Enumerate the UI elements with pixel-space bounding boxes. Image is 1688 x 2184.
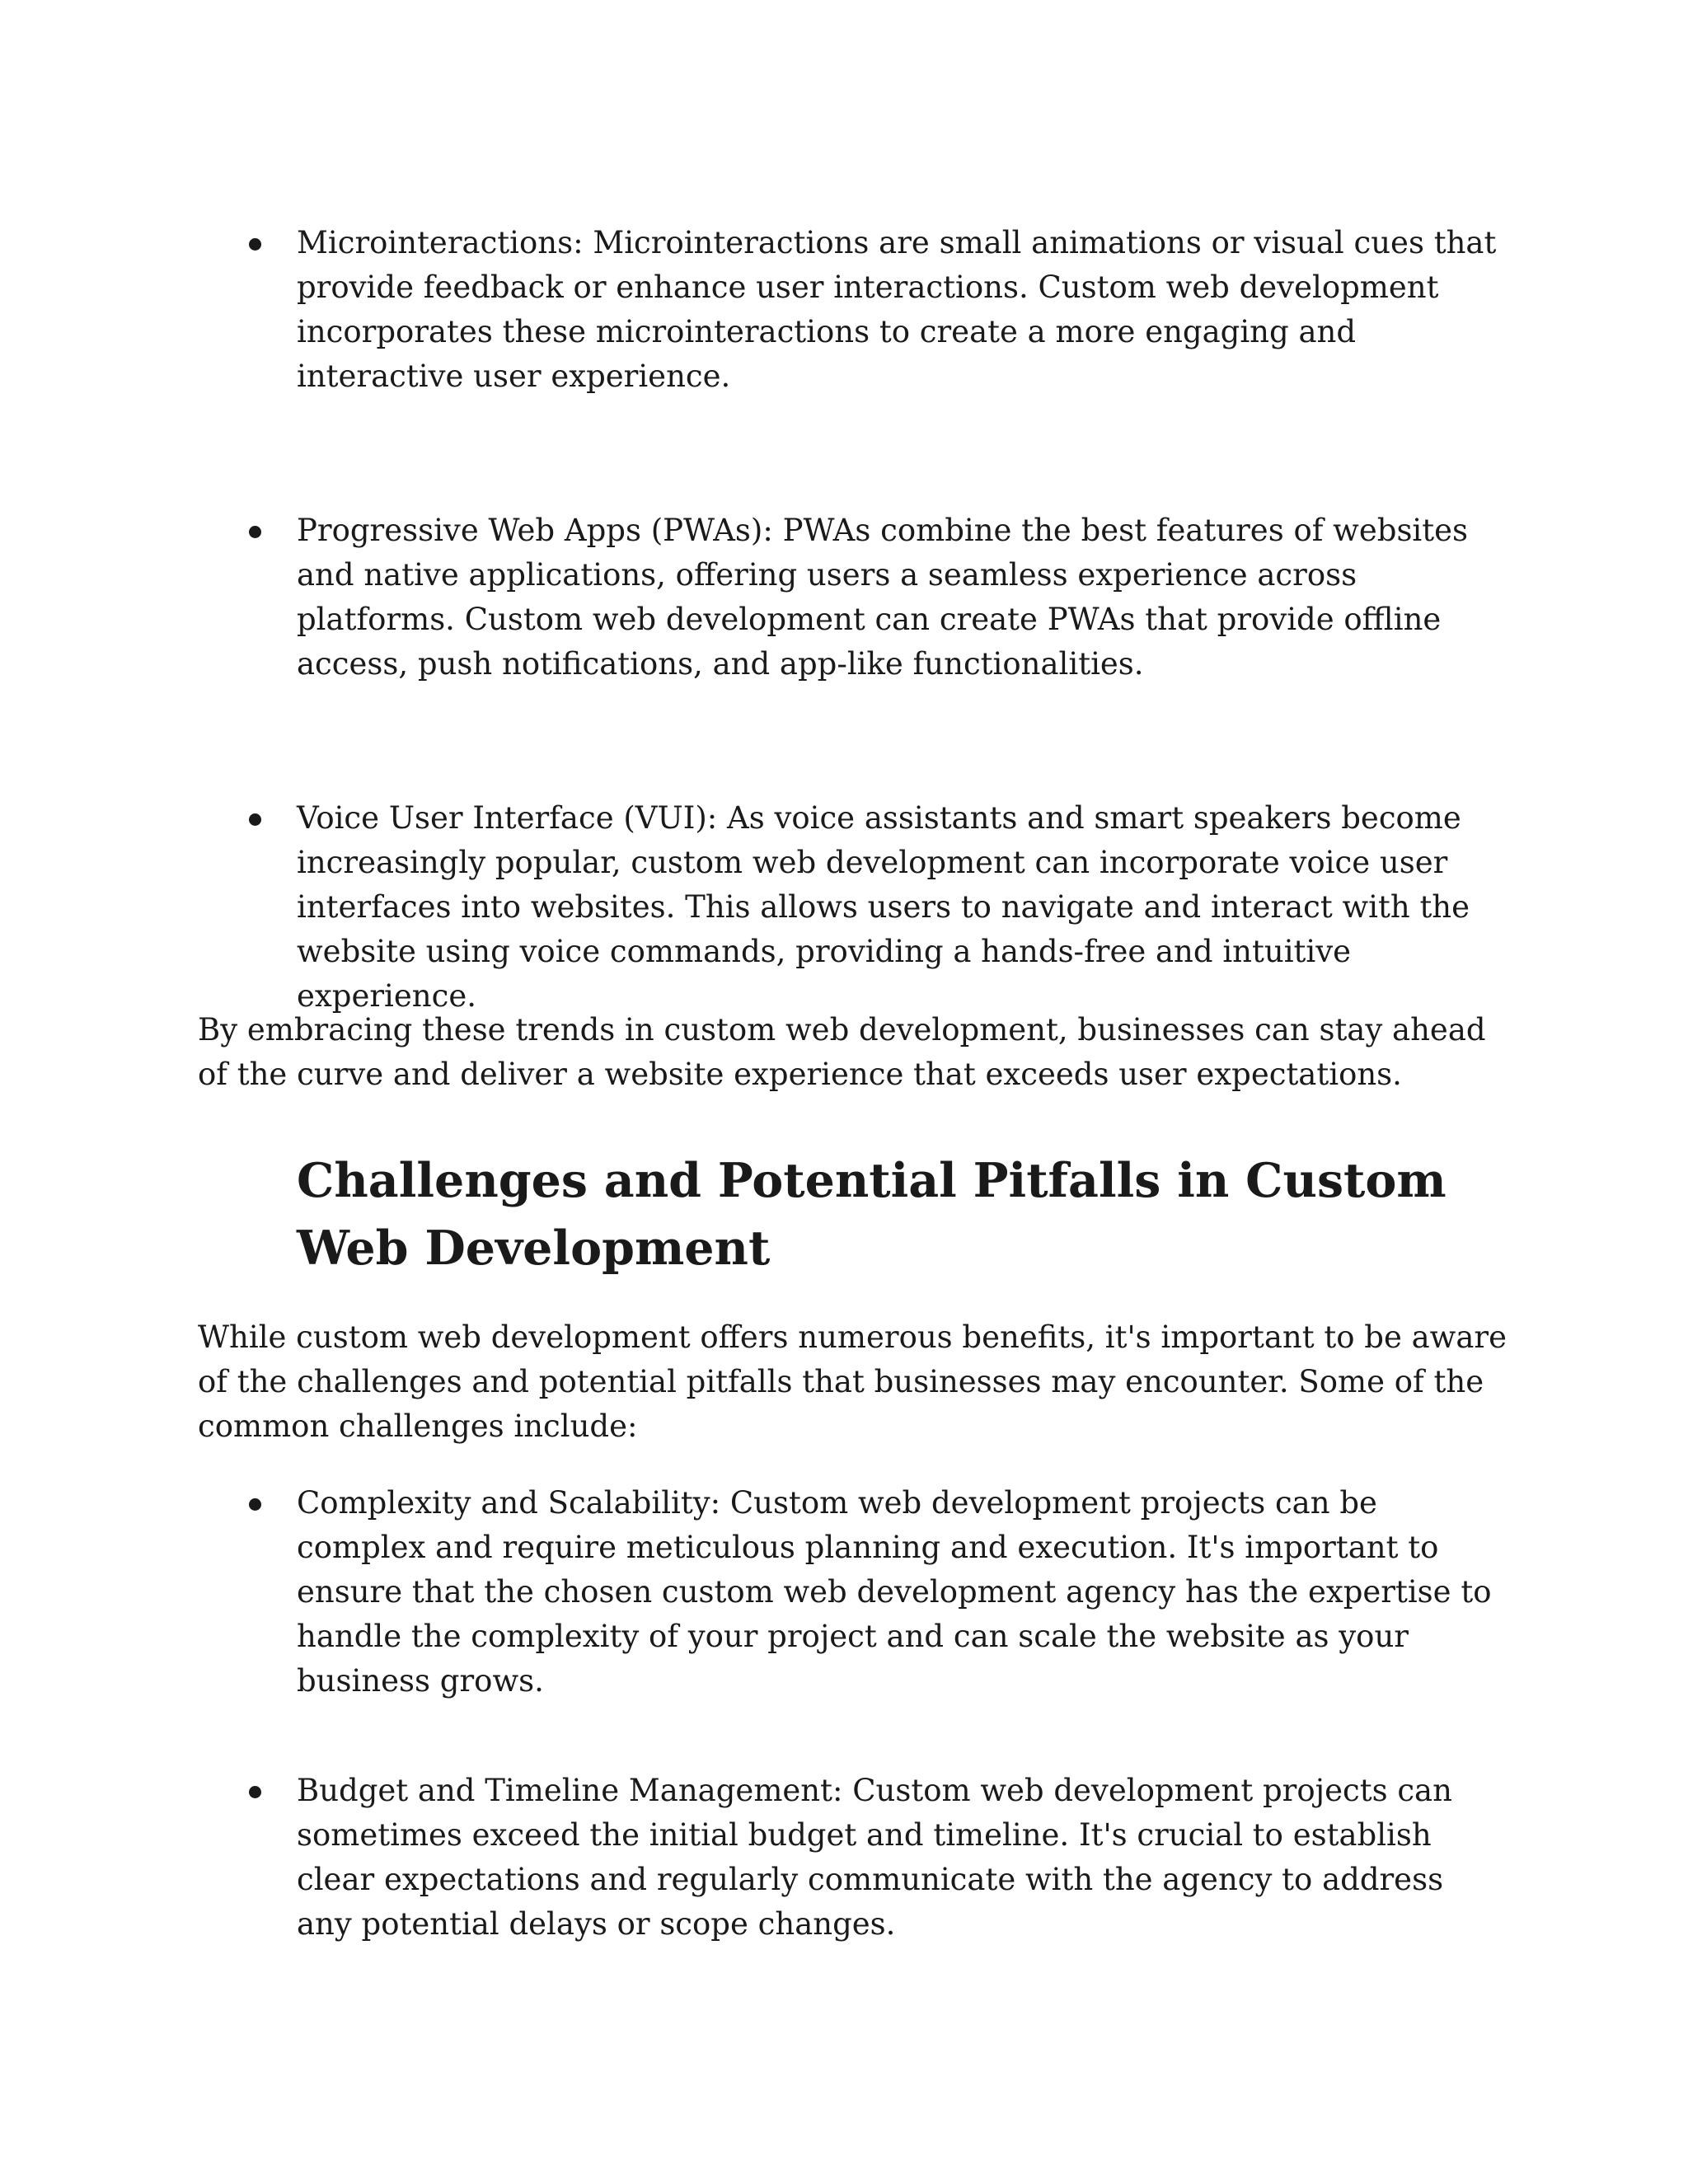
list-item [297, 796, 1500, 1019]
list-item-text: Microinteractions: Microinteractions are small animations or visual cues that provide feedback or enhance user interactions. Custom web development incorporates these microinteractions to create a more engaging and interactive user experience. [297, 225, 1497, 394]
list-item-text: Voice User Interface (VUI): As voice assistants and smart speakers become increasingly popular, custom web development can incorporate voice user interfaces into websites. This allows users to navigate and interact with the website using voice commands, providing a hands-free and intuitive experience. [297, 800, 1470, 1014]
bullet-icon [249, 526, 261, 538]
list-item [297, 221, 1500, 399]
body-paragraph: By embracing these trends in custom web development, businesses can stay ahead of the curve and deliver a website experience that exceeds user expectations. [198, 1012, 1486, 1092]
bullet-icon [249, 238, 261, 251]
list-item-text: Progressive Web Apps (PWAs): PWAs combine the best features of websites and native applications, offering users a seamless experience across platforms. Custom web development can create PWAs that provide offline access, push notifications, and app-like functionalities. [297, 513, 1469, 682]
list-item-text: Budget and Timeline Management: Custom web development projects can sometimes exceed the initial budget and timeline. It's crucial to establish clear expectations and regularly communicate with the agency to address any potential delays or scope changes. [297, 1773, 1452, 1942]
bullet-icon [249, 1786, 261, 1798]
list-item [297, 1769, 1500, 1947]
list-item [297, 509, 1500, 687]
list-item [297, 1481, 1500, 1704]
bullet-icon [249, 813, 261, 826]
list-item-text: Complexity and Scalability: Custom web development projects can be complex and require meticulous planning and execution. It's important to ensure that the chosen custom web development agency has the expertise to handle the complexity of your project and can scale the website as your business grows. [297, 1485, 1492, 1699]
bullet-icon [249, 1498, 261, 1511]
body-paragraph: While custom web development offers numerous benefits, it's important to be aware of the challenges and potential pitfalls that businesses may encounter. Some of the common challenges include: [198, 1319, 1507, 1444]
section-heading: Challenges and Potential Pitfalls in Custom Web Development [297, 1153, 1447, 1276]
